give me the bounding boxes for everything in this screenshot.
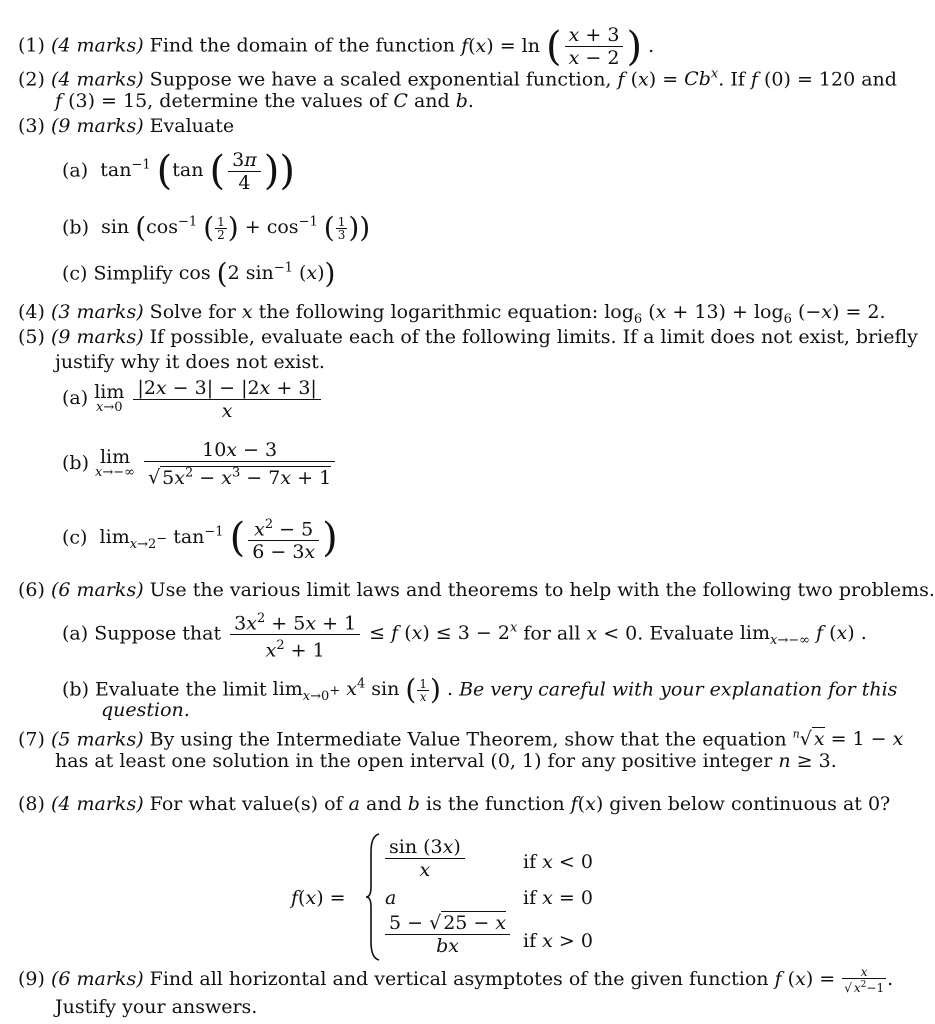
problem-2-val-15: = 15, (101, 90, 154, 112)
problem-3-number: (3) (18, 115, 45, 137)
problem-7-number: (7) (18, 728, 45, 751)
problem-5-line-1 (18, 325, 918, 349)
problem-6-number: (6) (18, 579, 45, 601)
piecewise-if-1: if (523, 851, 537, 873)
problem-5a-formula: lim x→0 $\frac{|2x - 3| - |2x + 3|}{x}$ (94, 387, 324, 409)
problem-5-marks: (9 marks) (50, 326, 144, 348)
problem-5-text-a: If possible, evaluate each of the following limits. If a limit does not exist, briefly (149, 326, 918, 348)
problem-5b-label: (b) (62, 452, 89, 474)
problem-9-text-b: Justify your answers. (55, 996, 258, 1018)
problem-3a-label: (a) (62, 159, 89, 182)
problem-6-header (18, 578, 935, 602)
piecewise-if-3: if (523, 930, 537, 952)
piecewise-cond-1: if x < 0 (523, 851, 593, 873)
problem-2-cond1: f (0) (750, 68, 791, 91)
problem-3b-label: (b) (62, 216, 89, 239)
problem-3-header (18, 114, 234, 138)
problem-1-marks: (4 marks) (50, 34, 144, 57)
problem-2-text-d: determine the values of (159, 90, 388, 112)
problem-4-formula: $\log_6 (x + 13) + \log_6 (-x) = 2$. (604, 301, 886, 327)
problem-9-number: (9) (18, 968, 45, 990)
problem-6a-limit: $\lim_{x\to-\infty} f$ (x) . (739, 622, 867, 649)
problem-6a-text-2: for all (523, 622, 581, 645)
problem-5-line-2 (55, 350, 325, 374)
problem-8-text-c: is the function (426, 793, 565, 815)
problem-6a-text-1: Suppose that (94, 622, 222, 645)
problem-7-line-1 (18, 723, 903, 751)
problem-3c-formula: cos (2 $\sin^{-1} (x)$) (178, 257, 336, 291)
problem-2-val-120: = 120 (796, 68, 856, 91)
problem-2-text-a: Suppose we have a scaled exponential function, (149, 68, 612, 91)
problem-3a (62, 142, 295, 194)
problem-2-text-e: and (413, 90, 450, 112)
problem-6a: (a) Suppose that $\frac{3x^2 + 5x + 1}{x^2 + 1}$ ≤ f $(x) \le 3 - 2^x$ for all x < 0. Evaluate $\lim_{x\to-\infty} f$ (x) . (62, 610, 867, 662)
problem-7-formula: $^n$√ x = 1 − x (792, 728, 904, 751)
problem-3c-label: (c) (62, 262, 88, 285)
problem-5-text-b: justify why it does not exist. (55, 351, 325, 373)
problem-5a-label: (a) (62, 387, 89, 409)
problem-8-text-b: and (366, 793, 402, 815)
problem-9-line-1 (18, 966, 893, 994)
problem-7-marks: (5 marks) (50, 728, 144, 751)
piecewise-case-2: a (385, 887, 397, 909)
piecewise-cond-2: if x = 0 (523, 887, 593, 909)
problem-2-text-b: If (730, 68, 745, 91)
piecewise-brace (365, 832, 381, 962)
problem-5b (62, 438, 338, 489)
problem-2-marks: (4 marks) (50, 68, 144, 91)
problem-5a (62, 373, 324, 423)
problem-4-text-b: the following logarithmic equation: (258, 301, 599, 323)
problem-9-line-2 (55, 995, 257, 1019)
problem-5-number: (5) (18, 326, 45, 348)
piecewise-cond-3: if x > 0 (523, 930, 593, 952)
problem-6b-text-3: question. (101, 699, 190, 721)
problem-6a-formula: $\frac{3x^2 + 5x + 1}{x^2 + 1}$ ≤ f $(x) \le 3 - 2^x$ (227, 622, 517, 644)
problem-3b-formula: $\sin (\cos^{-1}$ ( $\frac{1}{2}$ ) + $\cos^{-1}$ ( $\frac{1}{3}$ )) (95, 211, 371, 245)
problem-8-text-d: given below continuous at 0? (609, 793, 891, 815)
problem-4: (4) (3 marks) Solve for x the following logarithmic equation: $\log_6 (x + 13) + \log_6 (-x) = 2$. (18, 301, 886, 327)
problem-6b-text-2: Be very careful with your explanation for this (459, 678, 898, 701)
problem-3-marks: (9 marks) (50, 115, 144, 137)
problem-1-text: Find the domain of the function (149, 34, 456, 57)
problem-5b-formula: lim x→−∞ $\frac{10x - 3}{√ 5x^2 - x^3 - 7x + 1}$ (95, 452, 338, 474)
piecewise-case-3: $\frac{5 - √ 25 - x}{bx}$ (382, 912, 513, 957)
problem-7-text-a: By using the Intermediate Value Theorem, show that the equation (149, 728, 787, 751)
piecewise-fx-label: f(x) = (291, 887, 346, 909)
problem-4-number: (4) (18, 301, 45, 323)
problem-5c-label: (c) (62, 526, 88, 549)
problem-2-cond2: f (3) (55, 90, 95, 112)
problem-3c (62, 257, 336, 291)
problem-6b-label: (b) (62, 678, 89, 701)
problem-3-text: Evaluate (149, 115, 235, 137)
problem-6b-line-2 (101, 698, 190, 722)
problem-8-number: (8) (18, 793, 45, 815)
problem-5c-formula: $\lim_{x\to 2^-} \tan^{-1}$ ( $\frac{x^2 - 5}{6 - 3x}$ ) (93, 515, 338, 563)
problem-8-text-a: For what value(s) of (149, 793, 343, 815)
problem-2-formula: f $(x) = Cb^x$. (617, 67, 725, 91)
problem-9-formula: f (x) = $\frac{x}{√ x^2-1}$ . (774, 965, 894, 995)
problem-3c-text: Simplify (93, 262, 173, 285)
problem-6b-text-1: Evaluate the limit (95, 678, 267, 701)
problem-2-line-2: f (3) = 15, determine the values of C and b. (55, 90, 474, 112)
problem-1-number: (1) (18, 34, 45, 57)
problem-2-text-c: and (861, 68, 897, 91)
problem-6-marks: (6 marks) (50, 579, 144, 601)
problem-9-marks: (6 marks) (50, 968, 144, 990)
problem-3a-formula: $\tan^{-1} (\tan$ ( $\frac{3\pi}{4}$ )) (94, 148, 295, 195)
problem-6a-text-3: Evaluate (649, 622, 734, 645)
problem-1-formula: f(x) = ln ( $\frac{x + 3}{x - 2}$ ) . (461, 23, 655, 70)
problem-4-text-a: Solve for (149, 301, 236, 323)
problem-8-marks: (4 marks) (50, 793, 144, 815)
problem-4-marks: (3 marks) (50, 301, 144, 323)
problem-5c (62, 508, 338, 570)
problem-2-number: (2) (18, 68, 45, 91)
problem-3b (62, 211, 371, 245)
problem-7-text-b: has at least one solution in the open interval (55, 750, 485, 772)
problem-6-text: Use the various limit laws and theorems to help with the following two problems. (149, 579, 935, 601)
piecewise-case-1: $\frac{\sin (3x)}{x}$ (382, 836, 468, 881)
problem-6a-label: (a) (62, 622, 89, 645)
problem-9-text-a: Find all horizontal and vertical asymptotes of the given function (149, 968, 769, 990)
problem-2-line-1 (18, 63, 897, 91)
problem-7-text-c: for any positive integer (547, 750, 773, 772)
piecewise-if-2: if (523, 887, 537, 909)
problem-6b-formula: $\lim_{x\to 0^+} x^4$ sin ( $\frac{1}{x}$ ) . (272, 673, 454, 707)
problem-7-line-2: has at least one solution in the open interval (0, 1) for any positive integer n ≥ 3. (55, 750, 837, 772)
problem-8-header: (8) (4 marks) For what value(s) of a and b is the function f(x) given below continuous at 0? (18, 793, 891, 815)
